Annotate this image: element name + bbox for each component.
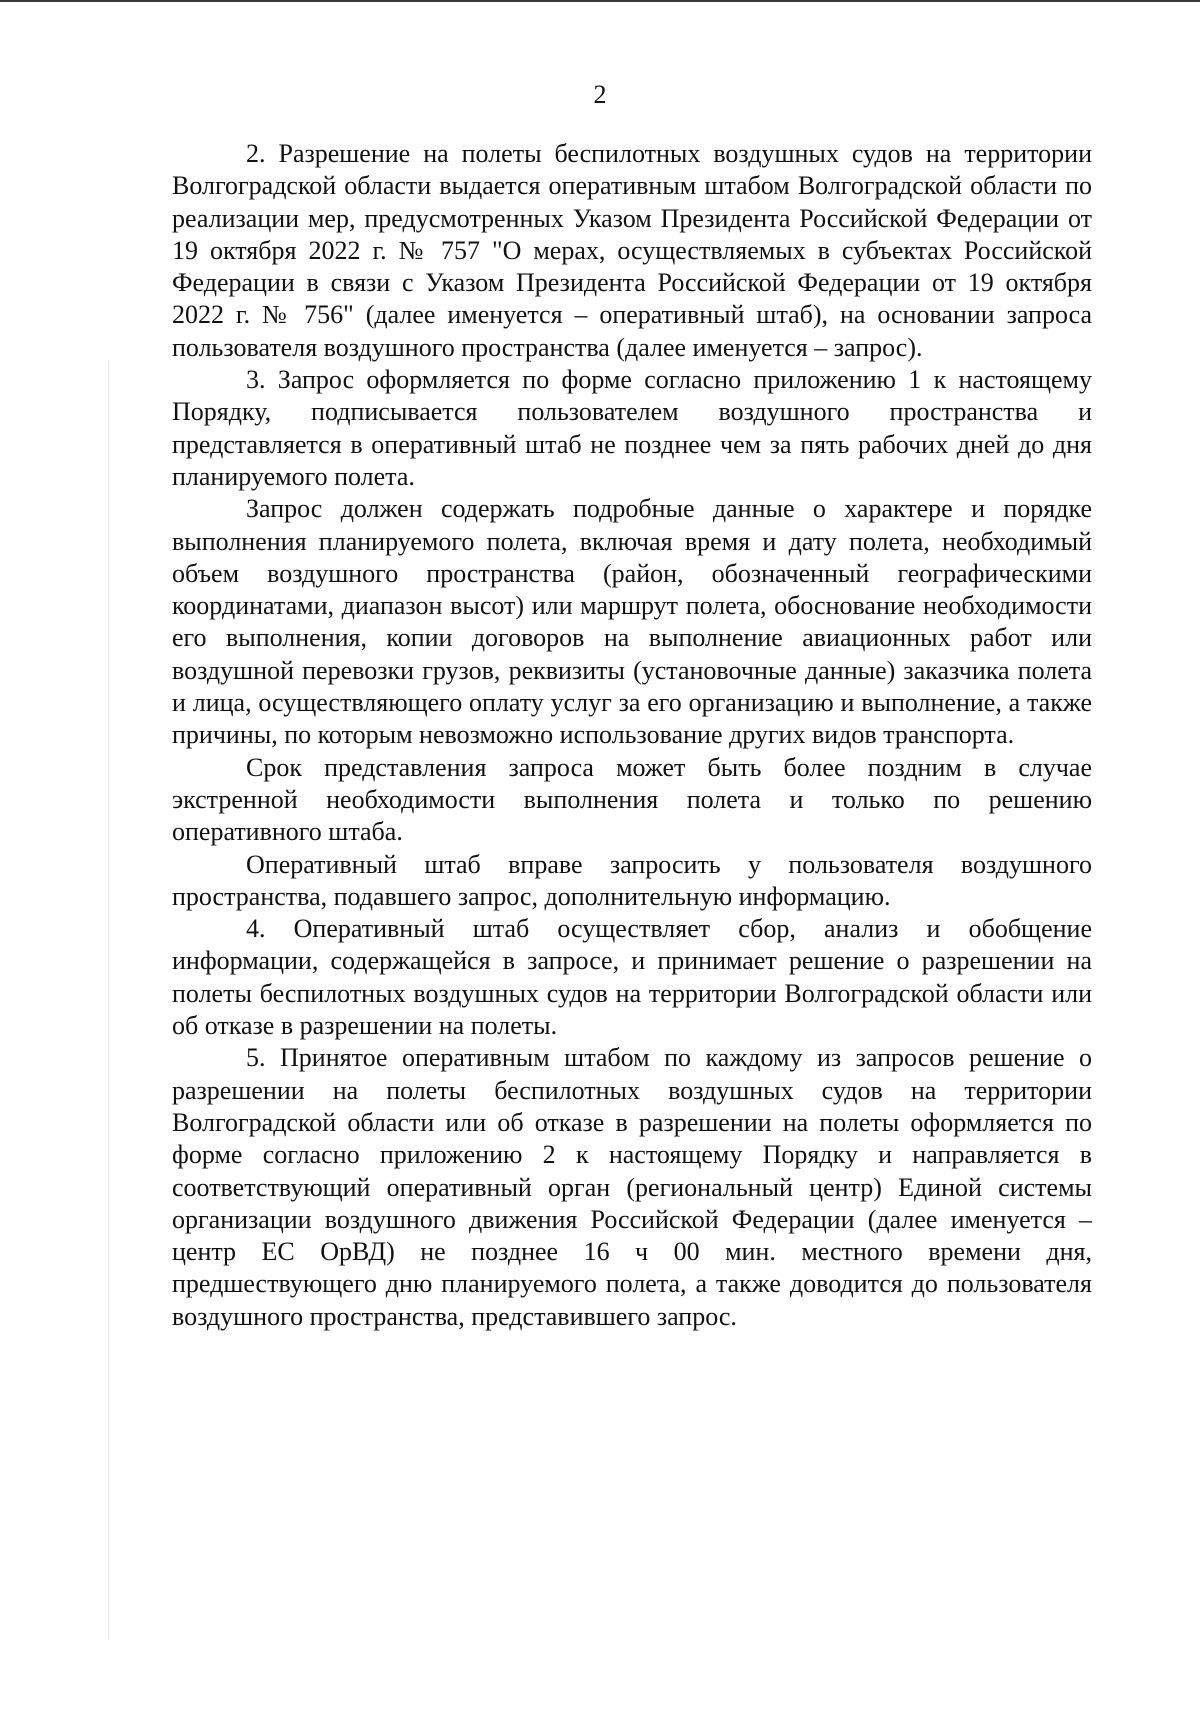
paragraph-item-5: 5. Принятое оперативным штабом по каждому из запросов решение о разрешении на полеты беспилотных воздушных судов на территории Волгоградской области или об отказе в разрешении на полеты оформляется по форме согласно приложению 2 к настоящему Порядку и направляется в соответствующий оперативный орган (региональный центр) Единой системы организации воздушного движения Российской Федерации (далее именуется – центр ЕС ОрВД) не позднее 16 ч 00 мин. местного времени дня, предшествующего дню планируемого полета, а также доводится до пользователя воздушного пространства, представившего запрос. xyxy=(172,1043,1092,1331)
paragraph-request-contents: Запрос должен содержать подробные данные о характере и порядке выполнения планируемого полета, включая время и дату полета, необходимый объем воздушного пространства (район, обозначенный географическими координатами, диапазон высот) или маршрут полета, обоснование необходимости его выполнения, копии договоров на выполнение авиационных работ или воздушной перевозки грузов, реквизиты (установочные данные) заказчика полета и лица, осуществляющего оплату услуг за его организацию и выполнение, а также причины, по которым невозможно использование других видов транспорта. xyxy=(172,494,1092,750)
page-number: 2 xyxy=(593,80,607,109)
scan-top-edge xyxy=(0,0,1200,2)
paragraph-item-2: 2. Разрешение на полеты беспилотных воздушных судов на территории Волгоградской области выдается оперативным штабом Волгоградской области по реализации мер, предусмотренных Указом Президента Российской Федерации от 19 октября 2022 г. № 757 "О мерах, осуществляемых в субъектах Российской Федерации в связи с Указом Президента Российской Федерации от 19 октября 2022 г. № 756" (далее именуется – оперативный штаб), на основании запроса пользователя воздушного пространства (далее именуется – запрос). xyxy=(172,139,1092,362)
scan-margin-mark xyxy=(108,360,109,1640)
paragraph-additional-info: Оперативный штаб вправе запросить у пользователя воздушного пространства, подавшего запрос, дополнительную информацию. xyxy=(172,849,1092,911)
paragraph-request-deadline: Срок представления запроса может быть более поздним в случае экстренной необходимости выполнения полета и только по решению оперативного штаба. xyxy=(172,752,1092,847)
document-body xyxy=(172,138,1092,1333)
paragraph-item-4: 4. Оперативный штаб осуществляет сбор, анализ и обобщение информации, содержащейся в запросе, и принимает решение о разрешении на полеты беспилотных воздушных судов на территории Волгоградской области или об отказе в разрешении на полеты. xyxy=(172,914,1092,1041)
paragraph-item-3: 3. Запрос оформляется по форме согласно приложению 1 к настоящему Порядку, подписывается пользователем воздушного пространства и представляется в оперативный штаб не позднее чем за пять рабочих дней до дня планируемого полета. xyxy=(172,365,1092,491)
